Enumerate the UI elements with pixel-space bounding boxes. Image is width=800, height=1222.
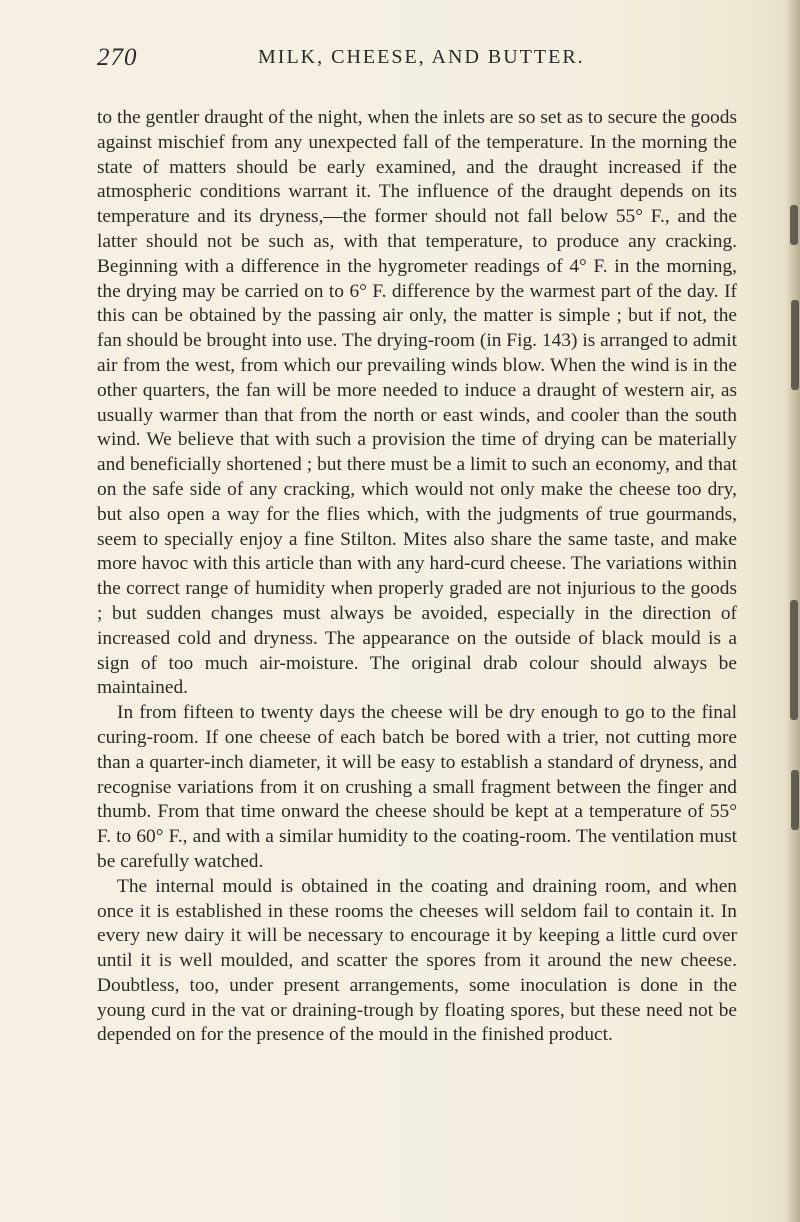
- page-header: [0, 44, 800, 84]
- paragraph-continued: to the gentler draught of the night, when the inlets are so set as to secure the goods against mischief from any unexpected fall of the temperature. In the morning the state of matters should be early examined, and the draught increased if the atmospheric conditions warrant it. The influence of the draught depends on its temperature and its dryness,—the former should not fall below 55° F., and the latter should not be such as, with that temperature, to produce any cracking. Beginning with a difference in the hygrometer readings of 4° F. in the morning, the drying may be carried on to 6° F. difference by the warmest part of the day. If this can be obtained by the passing air only, the matter is simple ; but if not, the fan should be brought into use. The drying-room (in Fig. 143) is arranged to admit air from the west, from which our prevailing winds blow. When the wind is in the other quarters, the fan will be more needed to induce a draught of western air, as usually warmer than that from the north or east winds, and cooler than the south wind. We believe that with such a provision the time of drying can be materially and beneficially shortened ; but there must be a limit to such an economy, and that on the safe side of any cracking, which would not only make the cheese too dry, but also open a way for the flies which, with the judgments of true gourmands, seem to specially enjoy a fine Stilton. Mites also share the same taste, and make more havoc with this article than with any hard-curd cheese. The variations within the correct range of humidity when properly graded are not injurious to the goods ; but sudden changes must always be avoided, especially in the direction of increased cold and dryness. The appearance on the outside of black mould is a sign of too much air-moisture. The original drab colour should always be maintained.: [97, 107, 737, 699]
- edge-mark: [790, 600, 798, 720]
- edge-mark: [790, 205, 798, 245]
- paragraph-final-curing: In from fifteen to twenty days the cheese will be dry enough to go to the final curing-room. If one cheese of each batch be bored with a trier, not cutting more than a quarter-inch diameter, it will be easy to establish a standard of dryness, and recognise variations from it on crushing a small fragment between the finger and thumb. From that time onward the cheese should be kept at a temperature of 55° F. to 60° F., and with a similar humidity to the coating-room. The ventilation must be carefully watched.: [97, 702, 737, 872]
- page-number: 270: [97, 44, 138, 71]
- paragraph-internal-mould: The internal mould is obtained in the coating and draining room, and when once it is established in these rooms the cheeses will seldom fail to contain it. In every new dairy it will be necessary to encourage it by keeping a little curd over until it is well moulded, and scatter the spores from it around the new cheese. Doubtless, too, under present arrangements, some inoculation is done in the young curd in the vat or draining-trough by floating spores, but these need not be depended on for the presence of the mould in the finished product.: [97, 875, 737, 1046]
- running-head: MILK, CHEESE, AND BUTTER.: [258, 46, 585, 68]
- page-edge-shadow: [786, 0, 800, 1222]
- edge-mark: [791, 300, 799, 390]
- body-text: [97, 106, 737, 1048]
- edge-mark: [791, 770, 799, 830]
